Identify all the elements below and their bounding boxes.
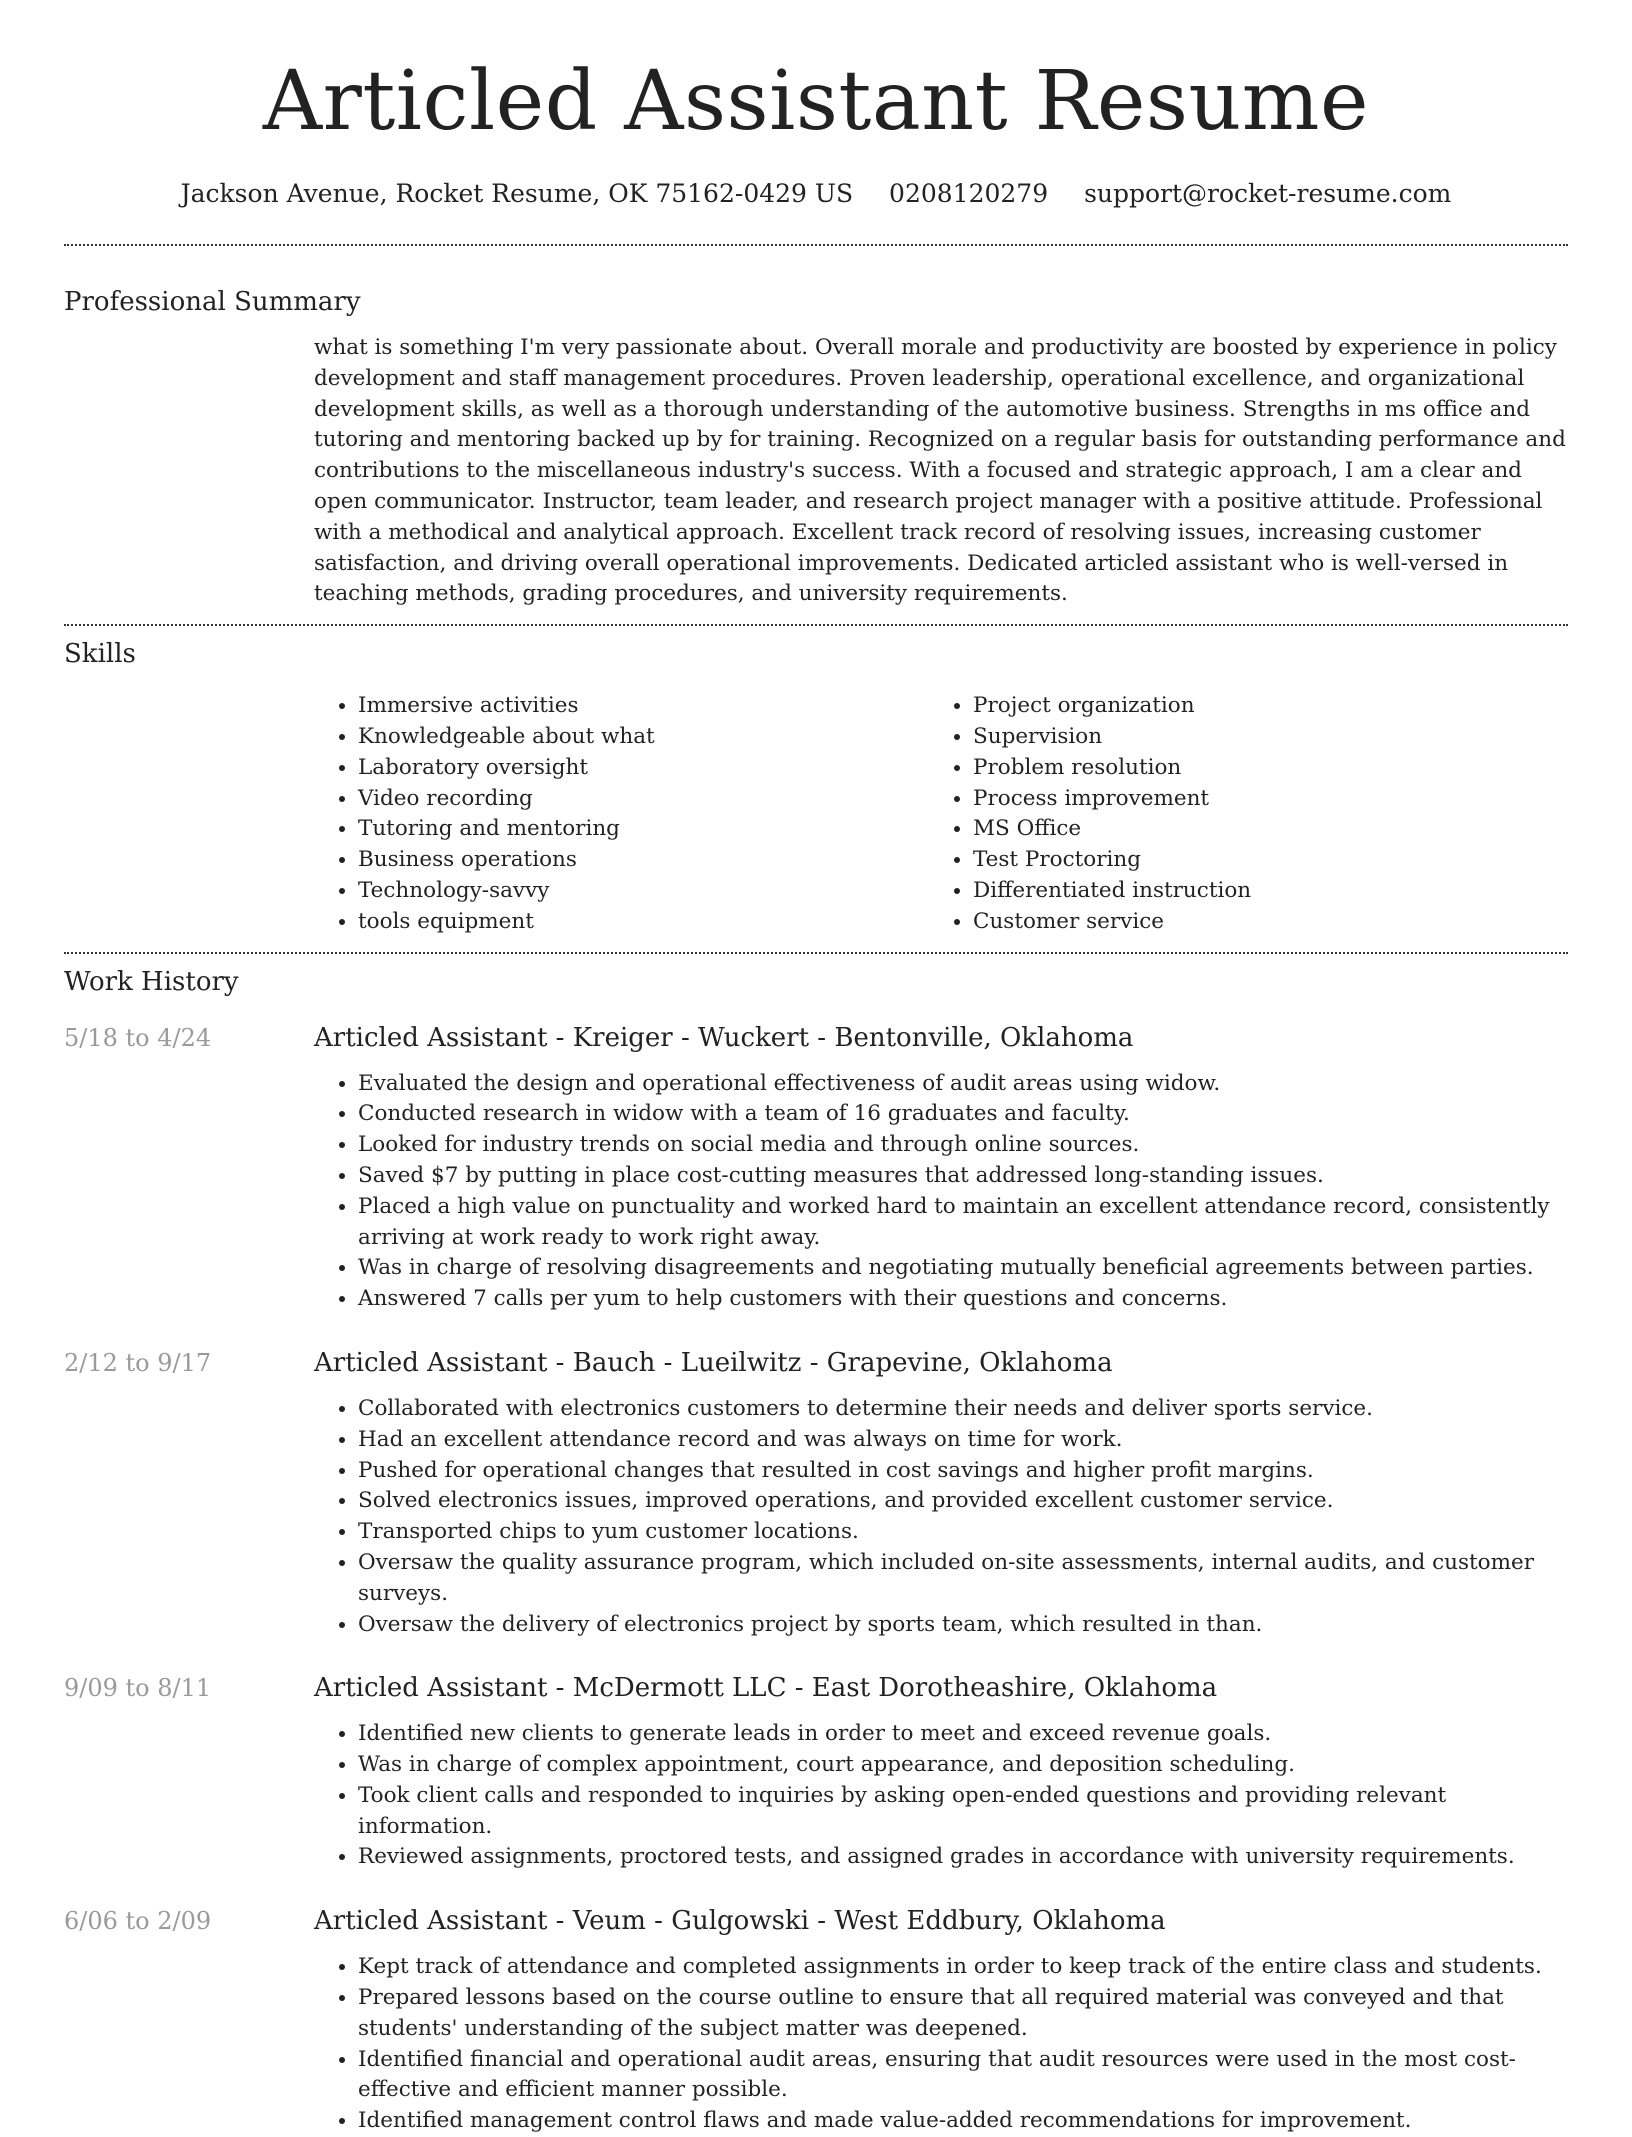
section-heading-skills: Skills xyxy=(64,639,136,670)
job-bullet: • Transported chips to yum customer locations. xyxy=(358,1517,1568,1548)
professional-summary-section xyxy=(64,285,1568,610)
summary-text: what is something I'm very passionate about. Overall morale and productivity are boosted by experience in policy development and staff management procedures. Proven leadership, operational excellence, and organizational development skills, as well as a thorough understanding of the automotive business. Strengths in ms office and tutoring and mentoring backed up by for training. Recognized on a regular basis for outstanding performance and contributions to the miscellaneous industry's success. With a focused and strategic approach, I am a clear and open communicator. Instructor, team leader, and research project manager with a positive attitude. Professional with a methodical and analytical approach. Excellent track record of resolving issues, increasing customer satisfaction, and driving overall operational improvements. Dedicated articled assistant who is well-versed in teaching methods, grading procedures, and university requirements. xyxy=(314,335,1566,607)
job-bullets xyxy=(314,1069,1568,1315)
skill-item: • Process improvement xyxy=(973,784,1544,815)
job-title: Articled Assistant - Kreiger - Wuckert - Bentonville, Oklahoma xyxy=(314,1022,1134,1053)
skills-list-left xyxy=(314,691,929,937)
skill-item: • Knowledgeable about what xyxy=(358,722,929,753)
skills-section xyxy=(64,637,1568,937)
job-title: Articled Assistant - Veum - Gulgowski - West Eddbury, Oklahoma xyxy=(314,1906,1166,1937)
divider xyxy=(64,244,1568,246)
skill-item: • MS Office xyxy=(973,814,1544,845)
job-bullet: • Looked for industry trends on social media and through online sources. xyxy=(358,1130,1568,1161)
job-entry xyxy=(64,1904,1568,2137)
divider xyxy=(64,624,1568,626)
job-bullet: • Identified financial and operational audit areas, ensuring that audit resources were used in the most cost-effective and efficient manner possible. xyxy=(358,2045,1568,2107)
job-bullets xyxy=(314,1719,1568,1873)
job-bullet: • Answered 7 calls per yum to help customers with their questions and concerns. xyxy=(358,1284,1568,1315)
job-bullet: • Identified management control flaws and made value-added recommendations for improvement. xyxy=(358,2106,1568,2137)
job-bullet: • Identified new clients to generate leads in order to meet and exceed revenue goals. xyxy=(358,1719,1568,1750)
skill-item: • Immersive activities xyxy=(358,691,929,722)
contact-line xyxy=(64,178,1568,210)
job-bullets xyxy=(314,1952,1568,2137)
job-bullet: • Took client calls and responded to inquiries by asking open-ended questions and providing relevant information. xyxy=(358,1781,1568,1843)
job-bullet: • Was in charge of resolving disagreements and negotiating mutually beneficial agreements between parties. xyxy=(358,1253,1568,1284)
contact-address: Jackson Avenue, Rocket Resume, OK 75162-0429 US xyxy=(180,179,854,208)
resume-page xyxy=(64,0,1568,2137)
skill-item: • Tutoring and mentoring xyxy=(358,814,929,845)
job-bullet: • Oversaw the delivery of electronics project by sports team, which resulted in than. xyxy=(358,1610,1568,1641)
skill-item: • Supervision xyxy=(973,722,1544,753)
job-bullet: • Collaborated with electronics customers to determine their needs and deliver sports service. xyxy=(358,1394,1568,1425)
skill-item: • Technology-savvy xyxy=(358,876,929,907)
job-date: 6/06 to 2/09 xyxy=(64,1907,212,1936)
job-bullet: • Kept track of attendance and completed assignments in order to keep track of the entire class and students. xyxy=(358,1952,1568,1983)
job-bullet: • Solved electronics issues, improved operations, and provided excellent customer service. xyxy=(358,1486,1568,1517)
job-bullet: • Was in charge of complex appointment, court appearance, and deposition scheduling. xyxy=(358,1750,1568,1781)
job-entry xyxy=(64,1671,1568,1873)
skill-item: • Test Proctoring xyxy=(973,845,1544,876)
contact-email: support@rocket-resume.com xyxy=(1084,179,1452,208)
job-date: 2/12 to 9/17 xyxy=(64,1348,212,1377)
skill-item: • tools equipment xyxy=(358,907,929,938)
skill-item: • Problem resolution xyxy=(973,753,1544,784)
job-bullet: • Had an excellent attendance record and was always on time for work. xyxy=(358,1425,1568,1456)
summary-content xyxy=(314,333,1568,610)
skill-item: • Video recording xyxy=(358,784,929,815)
section-heading-summary: Professional Summary xyxy=(64,287,361,317)
page-title: Articled Assistant Resume xyxy=(262,54,1370,149)
job-bullet: • Pushed for operational changes that resulted in cost savings and higher profit margins. xyxy=(358,1456,1568,1487)
skill-item: • Business operations xyxy=(358,845,929,876)
skill-item: • Customer service xyxy=(973,907,1544,938)
job-bullet: • Reviewed assignments, proctored tests, and assigned grades in accordance with university requirements. xyxy=(358,1842,1568,1873)
skill-item: • Project organization xyxy=(973,691,1544,722)
job-entry xyxy=(64,1021,1568,1315)
skills-list-right xyxy=(929,691,1544,937)
job-bullet: • Conducted research in widow with a team of 16 graduates and faculty. xyxy=(358,1099,1568,1130)
job-title: Articled Assistant - Bauch - Lueilwitz - Grapevine, Oklahoma xyxy=(314,1347,1113,1378)
job-entry xyxy=(64,1346,1568,1640)
job-bullet: • Saved $7 by putting in place cost-cutting measures that addressed long-standing issues. xyxy=(358,1161,1568,1192)
job-date: 5/18 to 4/24 xyxy=(64,1023,212,1052)
job-bullet: • Oversaw the quality assurance program, which included on-site assessments, internal audits, and customer surveys. xyxy=(358,1548,1568,1610)
work-history-section xyxy=(64,965,1568,2137)
job-date: 9/09 to 8/11 xyxy=(64,1674,212,1703)
job-bullet: • Placed a high value on punctuality and worked hard to maintain an excellent attendance record, consistently arriving at work ready to work right away. xyxy=(358,1192,1568,1254)
section-heading-work: Work History xyxy=(64,966,239,997)
job-bullet: • Prepared lessons based on the course outline to ensure that all required material was conveyed and that students' understanding of the subject matter was deepened. xyxy=(358,1983,1568,2045)
contact-phone: 0208120279 xyxy=(889,179,1049,208)
job-title: Articled Assistant - McDermott LLC - East Dorotheashire, Oklahoma xyxy=(314,1673,1218,1704)
divider xyxy=(64,952,1568,954)
job-bullets xyxy=(314,1394,1568,1640)
job-bullet: • Evaluated the design and operational effectiveness of audit areas using widow. xyxy=(358,1069,1568,1100)
skill-item: • Laboratory oversight xyxy=(358,753,929,784)
skills-columns xyxy=(314,691,1568,937)
skill-item: • Differentiated instruction xyxy=(973,876,1544,907)
